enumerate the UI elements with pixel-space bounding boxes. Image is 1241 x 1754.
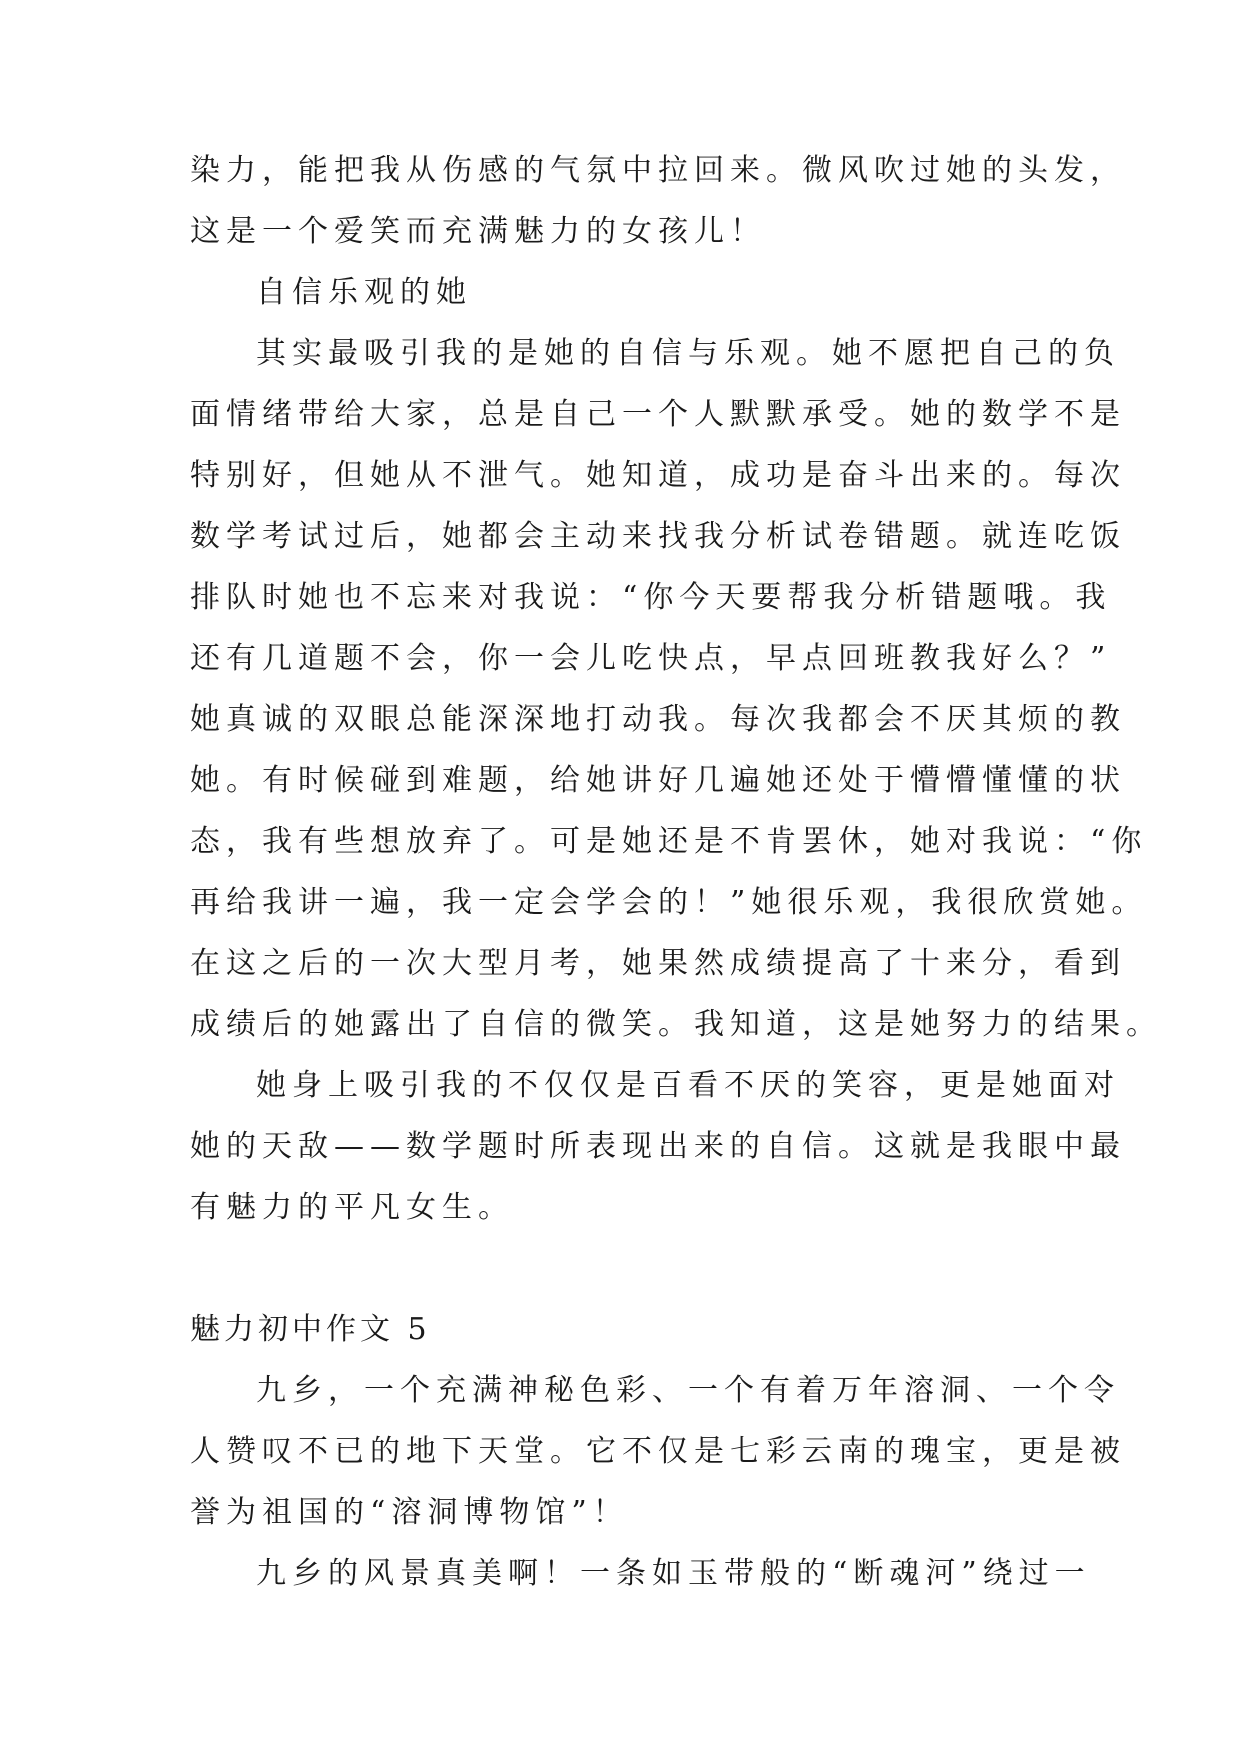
text-line: 她。有时候碰到难题，给她讲好几遍她还处于懵懵懂懂的状 — [190, 763, 1126, 798]
subheading: 自信乐观的她 — [256, 275, 472, 310]
text-line: 染力，能把我从伤感的气氛中拉回来。微风吹过她的头发， — [190, 153, 1126, 188]
text-line: 她的天敌——数学题时所表现出来的自信。这就是我眼中最 — [190, 1129, 1126, 1164]
paragraph-4 — [190, 1360, 1126, 1543]
text-line: 在这之后的一次大型月考，她果然成绩提高了十来分，看到 — [190, 946, 1126, 981]
text-line: 九乡，一个充满神秘色彩、一个有着万年溶洞、一个令 — [256, 1373, 1120, 1408]
text-line: 还有几道题不会，你一会儿吃快点，早点回班教我好么？” — [190, 641, 1112, 676]
text-line: 人赞叹不已的地下天堂。它不仅是七彩云南的瑰宝，更是被 — [190, 1434, 1126, 1469]
text-line: 再给我讲一遍，我一定会学会的！”她很乐观，我很欣赏她。 — [190, 885, 1148, 920]
text-line: 九乡的风景真美啊！一条如玉带般的“断魂河”绕过一 — [256, 1556, 1091, 1591]
paragraph-3 — [190, 1055, 1126, 1238]
text-line: 其实最吸引我的是她的自信与乐观。她不愿把自己的负 — [256, 336, 1120, 371]
section-gap — [190, 1238, 1070, 1299]
text-line: 特别好，但她从不泄气。她知道，成功是奋斗出来的。每次 — [190, 458, 1126, 493]
text-line: 这是一个爱笑而充满魅力的女孩儿！ — [190, 214, 766, 249]
text-line: 态，我有些想放弃了。可是她还是不肯罢休，她对我说：“你 — [190, 824, 1148, 859]
text-line: 她真诚的双眼总能深深地打动我。每次我都会不厌其烦的教 — [190, 702, 1126, 737]
text-line: 有魅力的平凡女生。 — [190, 1190, 514, 1225]
paragraph-2 — [190, 323, 1162, 1055]
paragraph-5 — [190, 1543, 1091, 1604]
text-line: 她身上吸引我的不仅仅是百看不厌的笑容，更是她面对 — [256, 1068, 1120, 1103]
text-line: 誉为祖国的“溶洞博物馆”！ — [190, 1495, 629, 1530]
document-body — [190, 140, 1162, 1604]
text-line: 数学考试过后，她都会主动来找我分析试卷错题。就连吃饭 — [190, 519, 1126, 554]
text-line: 面情绪带给大家，总是自己一个人默默承受。她的数学不是 — [190, 397, 1126, 432]
text-line: 排队时她也不忘来对我说：“你今天要帮我分析错题哦。我 — [190, 580, 1112, 615]
section-title: 魅力初中作文 5 — [190, 1312, 431, 1347]
paragraph-1 — [190, 140, 1126, 262]
text-line: 成绩后的她露出了自信的微笑。我知道，这是她努力的结果。 — [190, 1007, 1162, 1042]
